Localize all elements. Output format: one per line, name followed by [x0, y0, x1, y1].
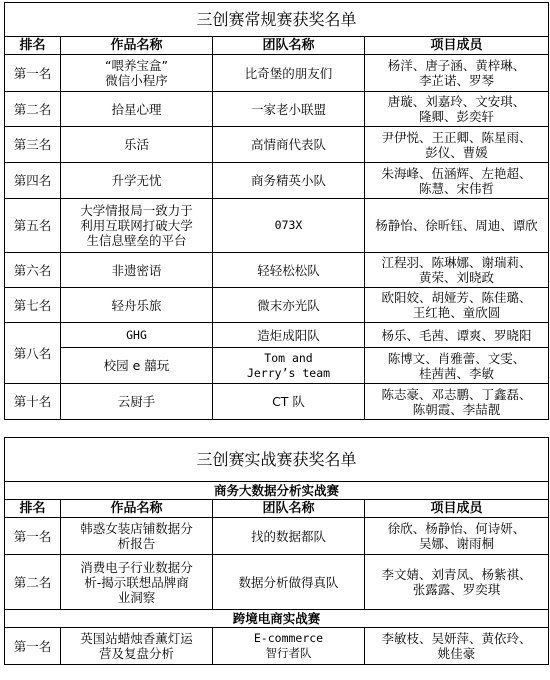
- table-row: [5, 323, 549, 348]
- work-cell: GHG: [61, 323, 213, 348]
- team-cell: 073X: [213, 199, 365, 253]
- rank-cell: 第四名: [5, 163, 61, 199]
- work-cell: 云厨手: [61, 384, 213, 420]
- work-cell: 拾星心理: [61, 92, 213, 127]
- work-cell: 韩惑女装店铺数据分 析报告: [61, 518, 213, 555]
- table-row: [5, 628, 549, 665]
- table-row: [5, 384, 549, 420]
- work-cell: 校园 e 囍玩: [61, 348, 213, 384]
- header-members: 项目成员: [365, 500, 549, 518]
- table-row: [5, 92, 549, 127]
- rank-cell: 第七名: [5, 288, 61, 323]
- team-cell: 高情商代表队: [213, 127, 365, 163]
- rank-cell: 第一名: [5, 518, 61, 555]
- work-cell: 升学无忧: [61, 163, 213, 199]
- rank-cell: 第二名: [5, 555, 61, 610]
- rank-cell: 第八名: [5, 323, 61, 384]
- table-row: [5, 163, 549, 199]
- members-cell: 李文婧、刘青凤、杨紫祺、 张露露、罗奕琪: [365, 555, 549, 610]
- members-cell: 杨洋、唐子涵、黄梓琳、 李芷诺、罗琴: [365, 55, 549, 92]
- regular-award-table: [4, 2, 549, 420]
- members-cell: 唐璇、刘嘉玲、文安琪、 隆卿、彭奕轩: [365, 92, 549, 127]
- header-members: 项目成员: [365, 37, 549, 55]
- section-title: 商务大数据分析实战赛: [5, 482, 549, 500]
- rank-cell: 第二名: [5, 92, 61, 127]
- team-cell: 数据分析做得真队: [213, 555, 365, 610]
- work-cell: 非遗密语: [61, 253, 213, 288]
- table-row: [5, 348, 549, 384]
- table-row: [5, 288, 549, 323]
- header-rank: 排名: [5, 500, 61, 518]
- header-rank: 排名: [5, 37, 61, 55]
- work-cell: 消费电子行业数据分 析-揭示联想品牌商 业洞察: [61, 555, 213, 610]
- table-row: [5, 55, 549, 92]
- members-cell: 陈博文、肖雅蕾、文雯、 桂茜茜、李敏: [365, 348, 549, 384]
- rank-cell: 第五名: [5, 199, 61, 253]
- rank-cell: 第一名: [5, 55, 61, 92]
- members-cell: 朱海峰、伍涵辉、左艳超、 陈慧、宋伟哲: [365, 163, 549, 199]
- table-row: [5, 127, 549, 163]
- work-cell: 大学情报局一致力于 利用互联网打破大学 生信息壁垒的平台: [61, 199, 213, 253]
- members-cell: 陈志豪、邓志鹏、丁鑫磊、 陈朝霞、李喆靓: [365, 384, 549, 420]
- regular-table-title: 三创赛常规赛获奖名单: [5, 3, 549, 37]
- table-row: [5, 518, 549, 555]
- team-cell: 商务精英小队: [213, 163, 365, 199]
- table-row: [5, 555, 549, 610]
- team-cell: 造炬成阳队: [213, 323, 365, 348]
- members-cell: 尹伊悦、王正卿、陈星雨、 彭仪、曹媛: [365, 127, 549, 163]
- header-work: 作品名称: [61, 500, 213, 518]
- work-cell: 乐活: [61, 127, 213, 163]
- team-cell: CT 队: [213, 384, 365, 420]
- work-cell: 轻舟乐旅: [61, 288, 213, 323]
- section-title: 跨境电商实战赛: [5, 610, 549, 628]
- header-work: 作品名称: [61, 37, 213, 55]
- table-row: [5, 253, 549, 288]
- rank-cell: 第三名: [5, 127, 61, 163]
- work-cell: 英国站蜡烛香薰灯运 营及复盘分析: [61, 628, 213, 665]
- team-cell: 轻轻松松队: [213, 253, 365, 288]
- header-row: [5, 37, 549, 55]
- practice-award-table: [4, 437, 549, 665]
- rank-cell: 第一名: [5, 628, 61, 665]
- team-cell: 找的数据都队: [213, 518, 365, 555]
- team-cell: E-commerce 智行者队: [213, 628, 365, 665]
- members-cell: 欧阳姣、胡娅芳、陈佳璐、 王红艳、童欣圆: [365, 288, 549, 323]
- team-cell: Tom and Jerry’s team: [213, 348, 365, 384]
- members-cell: 李敏枝、吴妍萍、黄依玲、 姚佳豪: [365, 628, 549, 665]
- rank-cell: 第六名: [5, 253, 61, 288]
- members-cell: 杨静怡、徐昕钰、周迪、谭欣: [365, 199, 549, 253]
- header-row: [5, 500, 549, 518]
- team-cell: 比奇堡的朋友们: [213, 55, 365, 92]
- header-team: 团队名称: [213, 500, 365, 518]
- header-team: 团队名称: [213, 37, 365, 55]
- table-row: [5, 199, 549, 253]
- work-cell: “喂养宝盒” 微信小程序: [61, 55, 213, 92]
- members-cell: 徐欣、杨静怡、何诗妍、 吴娜、谢雨桐: [365, 518, 549, 555]
- team-cell: 一家老小联盟: [213, 92, 365, 127]
- rank-cell: 第十名: [5, 384, 61, 420]
- members-cell: 江程羽、陈琳娜、谢瑞莉、 黄荣、刘晓政: [365, 253, 549, 288]
- practice-table-title: 三创赛实战赛获奖名单: [5, 438, 549, 482]
- team-cell: 微末亦光队: [213, 288, 365, 323]
- members-cell: 杨乐、毛茜、谭爽、罗晓阳: [365, 323, 549, 348]
